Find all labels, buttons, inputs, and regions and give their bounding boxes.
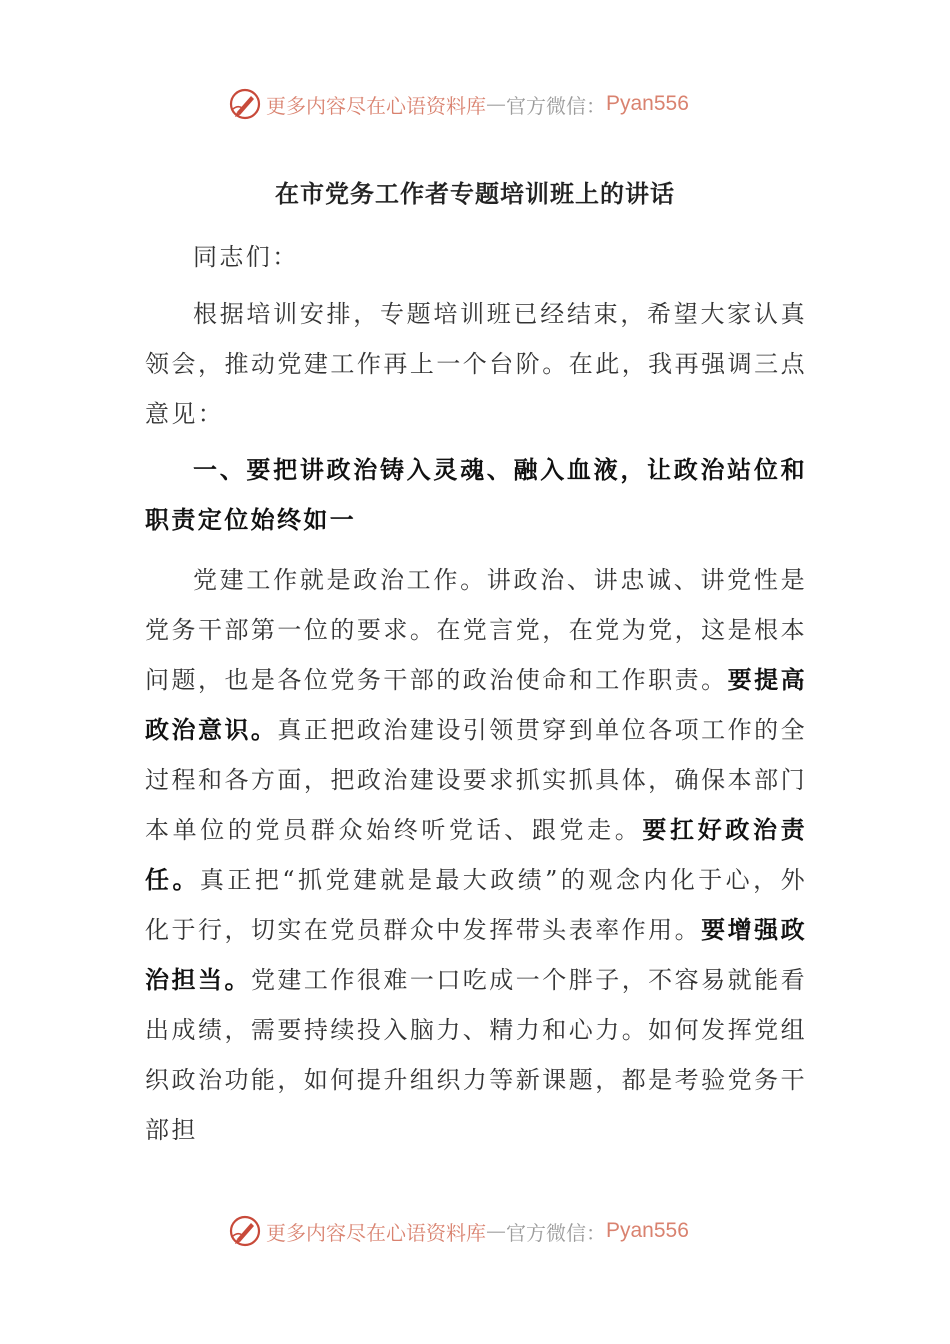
section1-bold-2: 要扛好政治责任。 [145,815,807,894]
watermark-dash: — [486,92,506,116]
intro-text: 根据培训安排，专题培训班已经结束，希望大家认真领会，推动党建工作再上一个台阶。在此，我再强调三点意见： [145,300,807,428]
watermark-wechat-id: Pyan556 [606,92,689,115]
document-title: 在市党务工作者专题培训班上的讲话 [275,179,675,208]
pen-logo-icon [228,87,262,121]
watermark-banner-bottom [228,1211,689,1251]
section1-paragraph [145,555,807,1155]
section1-sentence-1: 党建工作就是政治工作。讲政治、讲忠诚、讲党性是党务干部第一位的要求。在党言党，在党为党，这是根本问题，也是各位党务干部的政治使命和工作职责。 [145,566,807,694]
watermark-text: 更多内容尽在心语资料库 [266,1220,486,1245]
greeting [145,232,807,282]
section1-bold-1: 要提高政治意识。 [145,665,807,744]
watermark-wechat-id: Pyan556 [606,1219,689,1242]
greeting-text: 同志们： [193,243,299,271]
watermark-wechat-label: 官方微信： [506,93,606,118]
watermark-wechat-label: 官方微信： [506,1220,606,1245]
section1-heading-text: 一、要把讲政治铸入灵魂、融入血液，让政治站位和职责定位始终如一 [145,455,807,534]
section1-bold-3: 要增强政治担当。 [145,915,807,994]
pen-logo-icon [228,1214,262,1248]
section1-sentence-3: 真正把“抓党建就是最大政绩”的观念内化于心，外化于行，切实在党员群众中发挥带头表率作用。 [145,866,807,944]
section1-sentence-2: 真正把政治建设引领贯穿到单位各项工作的全过程和各方面，把政治建设要求抓实抓具体，确保本部门本单位的党员群众始终听党话、跟党走。 [145,716,808,844]
watermark-text: 更多内容尽在心语资料库 [266,93,486,118]
section1-heading [145,445,807,545]
section1-sentence-4: 党建工作很难一口吃成一个胖子，不容易就能看出成绩，需要持续投入脑力、精力和心力。如何发挥党组织政治功能，如何提升组织力等新课题，都是考验党务干部担 [145,966,807,1144]
watermark-dash: — [486,1219,506,1243]
watermark-banner-top [228,84,689,124]
section1-paragraph-text [145,555,807,1155]
intro-paragraph [145,289,807,439]
